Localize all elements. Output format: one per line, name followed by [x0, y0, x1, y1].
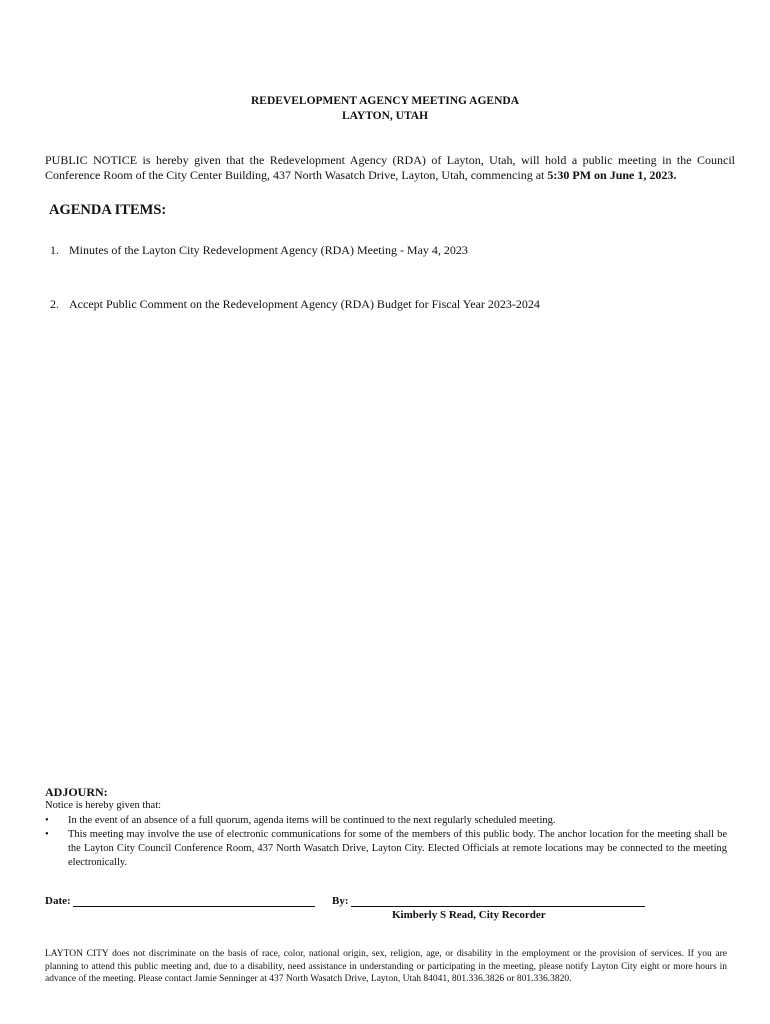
- adjourn-heading: ADJOURN:: [45, 785, 108, 799]
- by-field: [332, 895, 645, 907]
- agenda-heading: AGENDA ITEMS:: [49, 202, 167, 218]
- by-signature-line: [351, 896, 645, 907]
- nondiscrimination-footer: LAYTON CITY does not discriminate on the basis of race, color, national origin, sex, religion, age, or disability in the employment or the provision of services. If you are planning to attend this public meeting and, due to a disability, need assistance in understanding or participating in the meeting, please notify Layton City eight or more hours in advance of the meeting. Please contact Jamie Senninger at 437 North Wasatch Drive, Layton, Utah 84041, 801.336.3826 or 801.336.3820.: [45, 949, 727, 984]
- meeting-time: 5:30 PM on June 1, 2023.: [547, 168, 677, 182]
- document-title: REDEVELOPMENT AGENCY MEETING AGENDA: [250, 95, 520, 107]
- agenda-item: [50, 243, 468, 258]
- recorder-name: Kimberly S Read, City Recorder: [392, 909, 546, 921]
- public-notice: [45, 153, 735, 183]
- agenda-item: [50, 297, 540, 312]
- agenda-item-number: 2.: [50, 297, 59, 311]
- list-item: [45, 814, 727, 828]
- agenda-item-text: Minutes of the Layton City Redevelopment Agency (RDA) Meeting - May 4, 2023: [69, 243, 468, 257]
- bullet-text: In the event of an absence of a full quorum, agenda items will be continued to the next regularly scheduled meeting.: [68, 815, 556, 826]
- date-label: Date:: [45, 895, 71, 907]
- bullet-text: This meeting may involve the use of electronic communications for some of the members of this public body. The anchor location for the meeting shall be the Layton City Council Conference Room, 437 North Wasatch Drive, Layton City. Elected Officials at remote locations may be connected to the meeting electronically.: [68, 829, 727, 868]
- adjourn-bullet-list: [45, 814, 727, 870]
- date-field: [45, 895, 315, 907]
- by-label: By:: [332, 895, 349, 907]
- date-signature-line: [73, 896, 315, 907]
- public-notice-text: PUBLIC NOTICE is hereby given that the Redevelopment Agency (RDA) of Layton, Utah, will hold a public meeting in the Council Conference Room of the City Center Building, 437 North Wasatch Drive, Layton, Utah, commencing at: [45, 153, 735, 182]
- agenda-item-number: 1.: [50, 243, 59, 257]
- bullet-icon: •: [45, 829, 49, 840]
- adjourn-intro: Notice is hereby given that:: [45, 800, 162, 811]
- agenda-item-text: Accept Public Comment on the Redevelopment Agency (RDA) Budget for Fiscal Year 2023-2024: [69, 297, 540, 311]
- list-item: [45, 828, 727, 870]
- bullet-icon: •: [45, 815, 49, 826]
- document-location: LAYTON, UTAH: [341, 110, 429, 122]
